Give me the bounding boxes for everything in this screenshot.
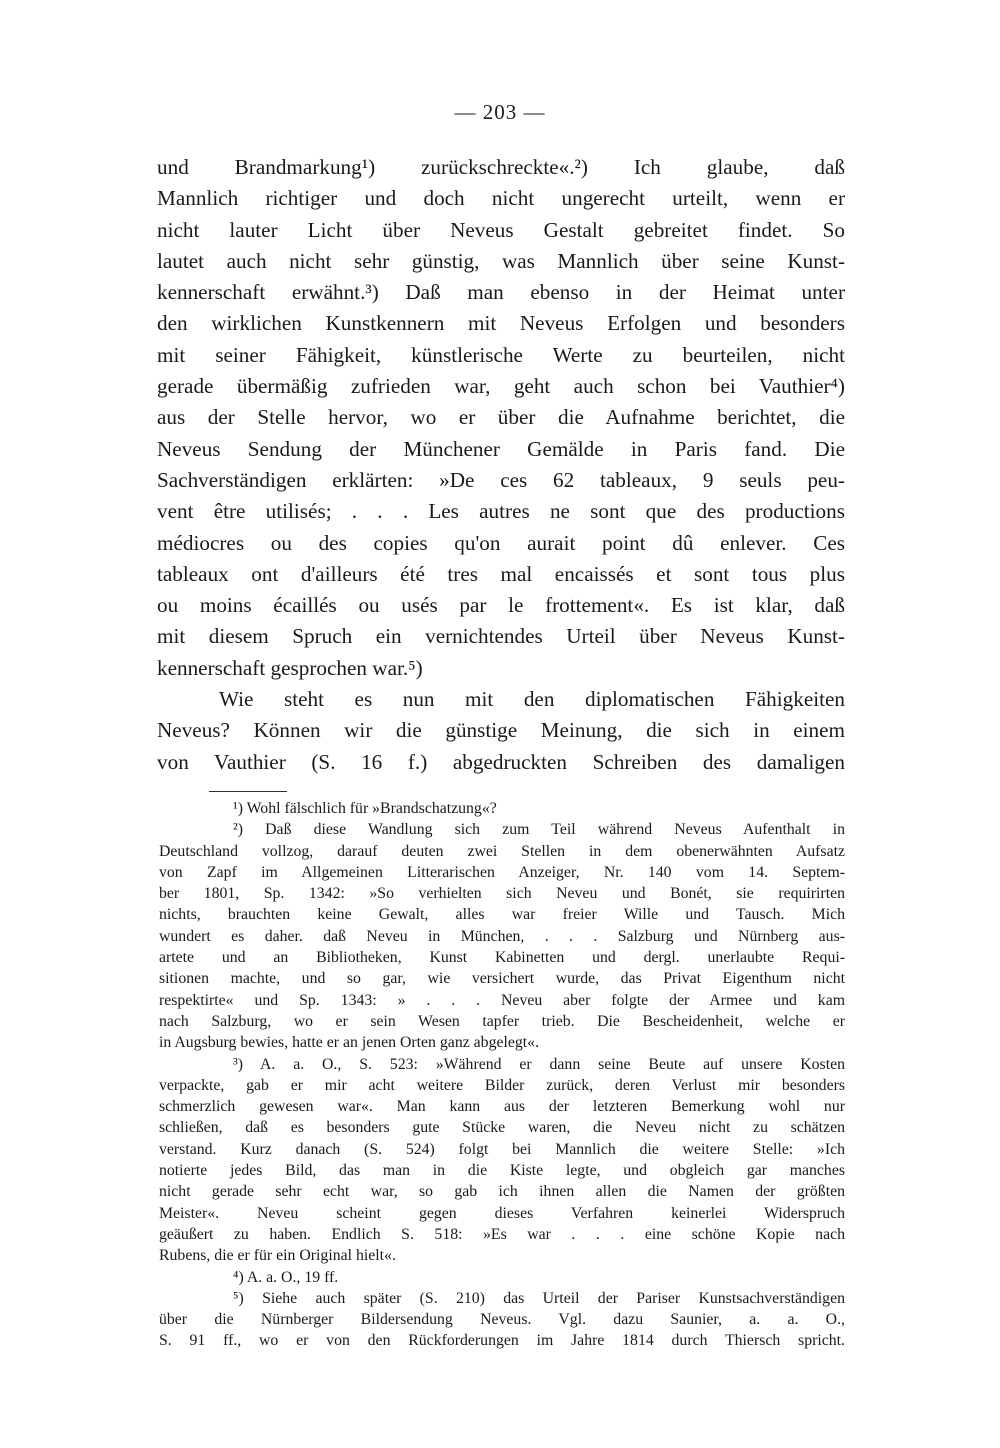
- footnote-line: Deutschland vollzog, darauf deuten zwei Stellen in dem obenerwähnten Aufsatz: [159, 842, 845, 860]
- footnote-line: in Augsburg bewies, hatte er an jenen Orten ganz abgelegt«.: [159, 1034, 540, 1052]
- footnote-line: sitionen machte, und so gar, wie versichert wurde, das Privat Eigenthum nicht: [159, 970, 845, 988]
- footnote-line: respektirte« und Sp. 1343: » . . . Neveu aber folgte der Armee und kam: [159, 991, 845, 1009]
- body-line: mit diesem Spruch ein vernichtendes Urteil über Neveus Kunst-: [157, 624, 845, 649]
- footnote-line: S. 91 ff., wo er von den Rückforderungen im Jahre 1814 durch Thiersch spricht.: [159, 1332, 845, 1350]
- footnote-line: artete und an Bibliotheken, Kunst Kabinetten und dergl. unerlaubte Requi-: [159, 949, 845, 967]
- footnote-line: Meister«. Neveu scheint gegen dieses Verfahren keinerlei Widerspruch: [159, 1204, 845, 1222]
- body-line: kennerschaft erwähnt.³) Daß man ebenso in der Heimat unter: [157, 280, 845, 305]
- footnote-line: von Zapf im Allgemeinen Litterarischen Anzeiger, Nr. 140 vom 14. Septem-: [159, 863, 845, 881]
- footnote-line: wundert es daher. daß Neveu in München, . . . Salzburg und Nürnberg aus-: [159, 927, 845, 945]
- body-line: médiocres ou des copies qu'on aurait point dû enlever. Ces: [157, 530, 845, 555]
- footnotes: [159, 798, 845, 1352]
- body-line: mit seiner Fähigkeit, künstlerische Werte zu beurteilen, nicht: [157, 342, 845, 367]
- footnote-line: ²) Daß diese Wandlung sich zum Teil während Neveus Aufenthalt in: [233, 821, 845, 839]
- footnote-line: notierte jedes Bild, das man in die Kiste legte, und obgleich gar manches: [159, 1162, 845, 1180]
- body-line: Neveus Sendung der Münchener Gemälde in Paris fand. Die: [157, 436, 845, 461]
- footnote-line: ⁴) A. a. O., 19 ff.: [233, 1268, 339, 1286]
- page-number: — 203 —: [454, 100, 546, 124]
- body-line: den wirklichen Kunstkennern mit Neveus Erfolgen und besonders: [157, 311, 845, 336]
- body-line: von Vauthier (S. 16 f.) abgedruckten Schreiben des damaligen: [157, 749, 845, 774]
- footnote-line: Rubens, die er für ein Original hielt«.: [159, 1247, 396, 1265]
- footnote-line: verstand. Kurz danach (S. 524) folgt bei Mannlich die weitere Stelle: »Ich: [159, 1140, 845, 1158]
- footnote-divider: [209, 791, 287, 792]
- footnote-line: ³) A. a. O., S. 523: »Während er dann seine Beute auf unsere Kosten: [233, 1055, 845, 1073]
- footnote-line: ⁵) Siehe auch später (S. 210) das Urteil der Pariser Kunstsachverständigen: [233, 1289, 845, 1307]
- footnote-line: geäußert zu haben. Endlich S. 518: »Es war . . . eine schöne Kopie nach: [159, 1225, 845, 1243]
- body-line: aus der Stelle hervor, wo er über die Aufnahme berichtet, die: [157, 405, 845, 430]
- footnote-line: ber 1801, Sp. 1342: »So verhielten sich Neveu und Bonét, sie requirirten: [159, 885, 845, 903]
- body-line: vent être utilisés; . . . Les autres ne sont que des productions: [157, 499, 845, 524]
- footnote-line: nach Salzburg, wo er sein Wesen tapfer trieb. Die Bescheidenheit, welche er: [159, 1012, 845, 1030]
- body-line: Wie steht es nun mit den diplomatischen Fähigkeiten: [219, 687, 845, 712]
- body-line: lautet auch nicht sehr günstig, was Mannlich über seine Kunst-: [157, 248, 845, 273]
- body-line: Mannlich richtiger und doch nicht ungerecht urteilt, wenn er: [157, 186, 845, 211]
- body-line: kennerschaft gesprochen war.⁵): [157, 655, 423, 680]
- footnote-line: nichts, brauchten keine Gewalt, alles war freier Wille und Tausch. Mich: [159, 906, 845, 924]
- body-line: Neveus? Können wir die günstige Meinung, die sich in einem: [157, 718, 845, 743]
- body-text: [157, 152, 845, 778]
- body-line: Sachverständigen erklärten: »De ces 62 tableaux, 9 seuls peu-: [157, 467, 845, 492]
- body-line: ou moins écaillés ou usés par le frottement«. Es ist klar, daß: [157, 593, 845, 618]
- footnote-line: nicht gerade sehr echt war, so gab ich ihnen allen die Namen der größten: [159, 1183, 845, 1201]
- footnote-line: schmerzlich gewesen war«. Man kann aus der letzteren Bemerkung wohl nur: [159, 1098, 845, 1116]
- body-line: gerade übermäßig zufrieden war, geht auch schon bei Vauthier⁴): [157, 374, 845, 399]
- footnote-line: ¹) Wohl fälschlich für »Brandschatzung«?: [233, 800, 497, 817]
- body-line: und Brandmarkung¹) zurückschreckte«.²) Ich glaube, daß: [157, 155, 845, 179]
- footnote-line: schließen, daß es besonders gute Stücke waren, die Neveu nicht zu schätzen: [159, 1119, 845, 1137]
- footnote-line: verpackte, gab er mir acht weitere Bilder zurück, deren Verlust mir besonders: [159, 1076, 845, 1094]
- footnote-line: über die Nürnberger Bildersendung Neveus. Vgl. dazu Saunier, a. a. O.,: [159, 1311, 845, 1329]
- body-line: tableaux ont d'ailleurs été tres mal encaissés et sont tous plus: [157, 561, 845, 586]
- body-line: nicht lauter Licht über Neveus Gestalt gebreitet findet. So: [157, 217, 845, 242]
